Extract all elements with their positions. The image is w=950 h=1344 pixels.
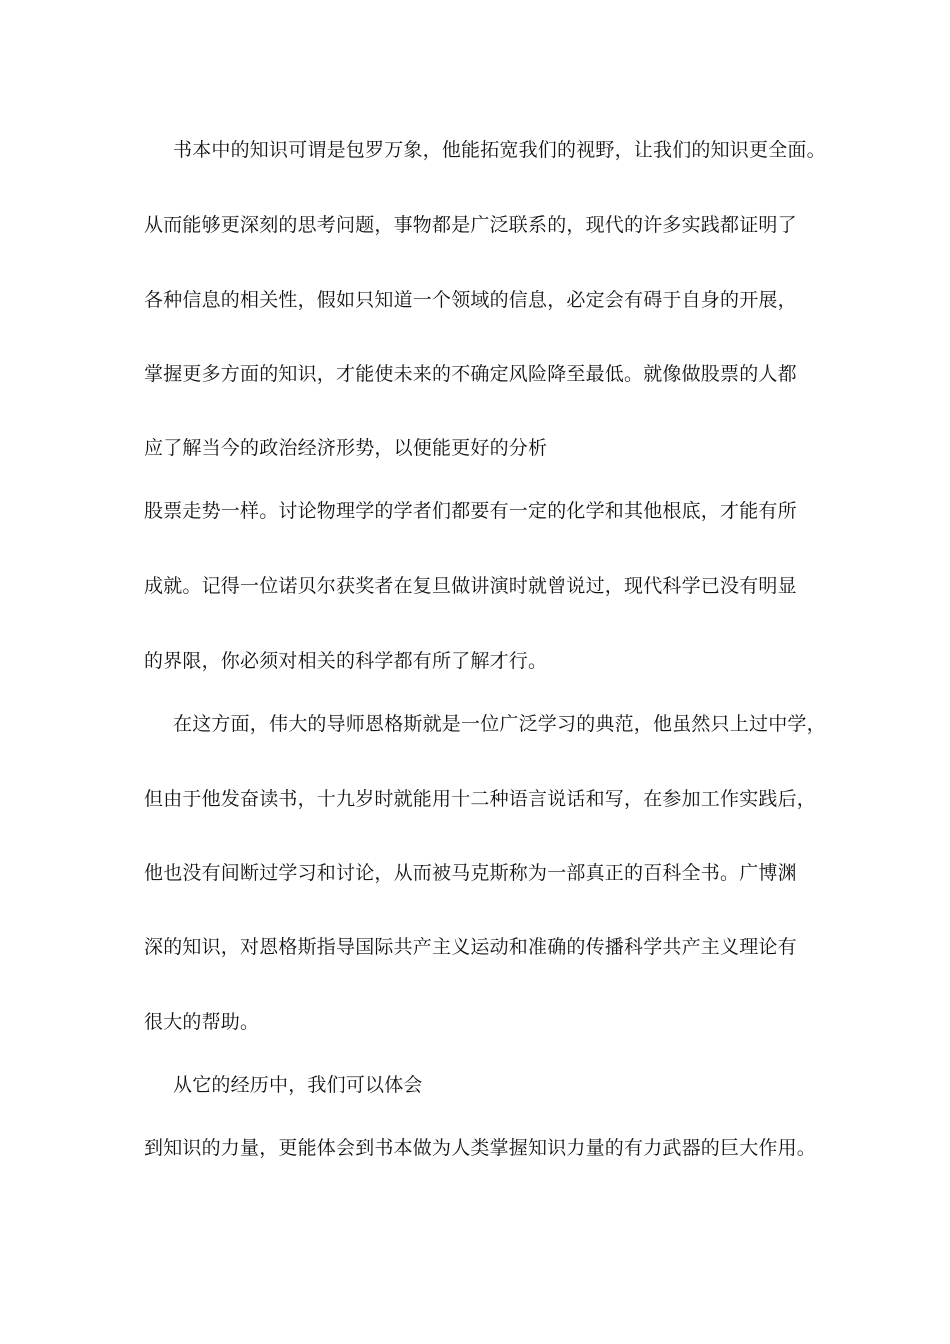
text-line: 掌握更多方面的知识，才能使未来的不确定风险降至最低。就像做股票的人都 [144, 363, 797, 385]
text-line: 的界限，你必须对相关的科学都有所了解才行。 [144, 650, 548, 672]
text-line: 各种信息的相关性，假如只知道一个领域的信息，必定会有碍于自身的开展， [144, 289, 797, 311]
text-line: 股票走势一样。讨论物理学的学者们都要有一定的化学和其他根底，才能有所 [144, 500, 797, 522]
text-line: 很大的帮助。 [144, 1011, 260, 1033]
text-line: 书本中的知识可谓是包罗万象，他能拓宽我们的视野，让我们的知识更全面。 [173, 139, 826, 161]
text-line: 在这方面，伟大的导师恩格斯就是一位广泛学习的典范，他虽然只上过中学， [173, 713, 826, 735]
text-line: 成就。记得一位诺贝尔获奖者在复旦做讲演时就曾说过，现代科学已没有明显 [144, 575, 797, 597]
text-line: 他也没有间断过学习和讨论，从而被马克斯称为一部真正的百科全书。广博渊 [144, 862, 797, 884]
text-line: 从而能够更深刻的思考问题，事物都是广泛联系的，现代的许多实践都证明了 [144, 214, 797, 236]
text-line: 从它的经历中，我们可以体会 [173, 1074, 423, 1096]
text-line: 到知识的力量，更能体会到书本做为人类掌握知识力量的有力武器的巨大作用。 [144, 1137, 817, 1159]
text-line: 深的知识，对恩格斯指导国际共产主义运动和准确的传播科学共产主义理论有 [144, 936, 797, 958]
text-line: 应了解当今的政治经济形势，以便能更好的分析 [144, 437, 548, 459]
text-line: 但由于他发奋读书，十九岁时就能用十二种语言说话和写，在参加工作实践后， [144, 788, 817, 810]
